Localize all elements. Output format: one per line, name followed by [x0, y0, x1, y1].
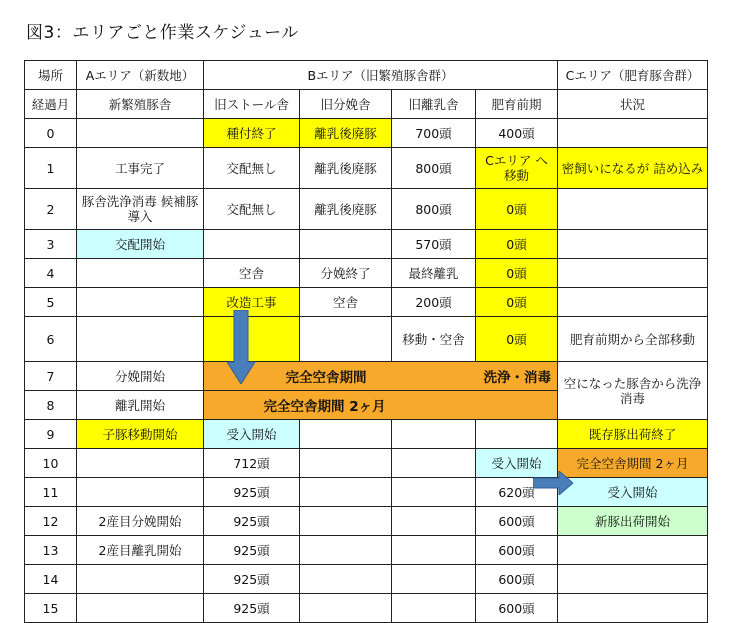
area-a-cell: [77, 259, 204, 288]
month-cell: 5: [25, 288, 77, 317]
area-a-cell: [77, 478, 204, 507]
month-cell: 6: [25, 317, 77, 362]
header-row-1: [25, 61, 708, 90]
fattening-cell: 0頭: [476, 288, 558, 317]
month-cell: 15: [25, 594, 77, 623]
area-a-cell: [77, 449, 204, 478]
area-a-cell: 豚舎洗浄消毒 候補豚導入: [77, 189, 204, 230]
old-farrowing-cell: [300, 507, 392, 536]
month-cell: 0: [25, 119, 77, 148]
fattening-cell: 620頭: [476, 478, 558, 507]
old-farrowing-cell: [300, 565, 392, 594]
old-farrowing-cell: [300, 317, 392, 362]
fattening-cell: 600頭: [476, 536, 558, 565]
wash-disinfect-label: 洗浄・消毒: [483, 370, 552, 386]
table-row: [25, 565, 708, 594]
old-stall-cell: 925頭: [204, 594, 300, 623]
header-row-2: [25, 90, 708, 119]
status-cell: 空になった豚舎から洗浄消毒: [558, 362, 708, 420]
status-cell: [558, 189, 708, 230]
fattening-cell: 0頭: [476, 230, 558, 259]
month-cell: 13: [25, 536, 77, 565]
old-weaning-cell: [392, 536, 476, 565]
fattening-cell: 0頭: [476, 189, 558, 230]
header-old-stall: 旧ストール舎: [204, 90, 300, 119]
fattening-cell: [476, 420, 558, 449]
old-weaning-cell: 200頭: [392, 288, 476, 317]
status-cell: [558, 259, 708, 288]
area-a-cell: 分娩開始: [77, 362, 204, 391]
old-stall-cell: [204, 230, 300, 259]
fattening-cell: 600頭: [476, 565, 558, 594]
month-cell: 9: [25, 420, 77, 449]
area-a-cell: 2産目離乳開始: [77, 536, 204, 565]
area-a-cell: 2産目分娩開始: [77, 507, 204, 536]
fattening-cell: Cエリア へ移動: [476, 148, 558, 189]
table-row: [25, 148, 708, 189]
fattening-cell: 0頭: [476, 259, 558, 288]
area-a-cell: [77, 119, 204, 148]
old-stall-cell: 種付終了: [204, 119, 300, 148]
status-cell: [558, 565, 708, 594]
month-cell: 11: [25, 478, 77, 507]
old-stall-cell: 925頭: [204, 536, 300, 565]
fattening-cell: 600頭: [476, 507, 558, 536]
old-farrowing-cell: 空舎: [300, 288, 392, 317]
fattening-cell: 600頭: [476, 594, 558, 623]
header-old-farrowing: 旧分娩舎: [300, 90, 392, 119]
header-month: 経過月: [25, 90, 77, 119]
old-stall-cell: 925頭: [204, 507, 300, 536]
old-weaning-cell: 移動・空舎: [392, 317, 476, 362]
table-row: [25, 420, 708, 449]
status-cell: [558, 536, 708, 565]
old-farrowing-cell: [300, 478, 392, 507]
old-weaning-cell: [392, 594, 476, 623]
status-cell: [558, 119, 708, 148]
table-row: [25, 478, 708, 507]
fattening-cell: 400頭: [476, 119, 558, 148]
old-stall-cell: 925頭: [204, 478, 300, 507]
area-a-cell: 工事完了: [77, 148, 204, 189]
table-row: [25, 317, 708, 362]
old-weaning-cell: [392, 449, 476, 478]
table-row: [25, 230, 708, 259]
month-cell: 2: [25, 189, 77, 230]
old-farrowing-cell: [300, 420, 392, 449]
status-cell: 肥育前期から全部移動: [558, 317, 708, 362]
old-stall-cell: 712頭: [204, 449, 300, 478]
old-farrowing-cell: [300, 230, 392, 259]
table-row: [25, 189, 708, 230]
old-weaning-cell: 800頭: [392, 148, 476, 189]
old-farrowing-cell: [300, 594, 392, 623]
old-farrowing-cell: 離乳後廃豚: [300, 189, 392, 230]
status-cell: 完全空舎期間 2ヶ月: [558, 449, 708, 478]
header-fattening-early: 肥育前期: [476, 90, 558, 119]
header-old-weaning: 旧離乳舎: [392, 90, 476, 119]
old-stall-cell: 交配無し: [204, 189, 300, 230]
old-weaning-cell: [392, 478, 476, 507]
old-farrowing-cell: [300, 449, 392, 478]
old-weaning-cell: 700頭: [392, 119, 476, 148]
old-stall-cell: 受入開始: [204, 420, 300, 449]
arrow-down-icon: [227, 310, 255, 384]
fattening-cell: 受入開始: [476, 449, 558, 478]
old-weaning-cell: [392, 507, 476, 536]
area-a-cell: [77, 317, 204, 362]
old-farrowing-cell: [300, 536, 392, 565]
old-weaning-cell: 800頭: [392, 189, 476, 230]
old-stall-cell: 空舎: [204, 259, 300, 288]
old-farrowing-cell: 離乳後廃豚: [300, 119, 392, 148]
month-cell: 12: [25, 507, 77, 536]
old-farrowing-cell: 離乳後廃豚: [300, 148, 392, 189]
status-cell: 密飼いになるが 詰め込み: [558, 148, 708, 189]
empty-period-label: 完全空舎期間: [285, 370, 367, 386]
area-a-cell: [77, 565, 204, 594]
month-cell: 7: [25, 362, 77, 391]
table-row: [25, 288, 708, 317]
month-cell: 14: [25, 565, 77, 594]
month-cell: 3: [25, 230, 77, 259]
old-farrowing-cell: 分娩終了: [300, 259, 392, 288]
status-cell: 既存豚出荷終了: [558, 420, 708, 449]
table-row: [25, 507, 708, 536]
table-row: [25, 536, 708, 565]
area-a-cell: 交配開始: [77, 230, 204, 259]
table-row: [25, 259, 708, 288]
old-weaning-cell: 570頭: [392, 230, 476, 259]
month-cell: 8: [25, 391, 77, 420]
schedule-table: [24, 60, 708, 623]
arrow-right-icon: [533, 471, 573, 495]
header-area-c: Cエリア（肥育豚舎群）: [558, 61, 708, 90]
area-a-cell: 離乳開始: [77, 391, 204, 420]
area-a-cell: [77, 288, 204, 317]
status-cell: [558, 288, 708, 317]
month-cell: 1: [25, 148, 77, 189]
old-stall-cell: 改造工事: [204, 288, 300, 317]
table-row: [25, 594, 708, 623]
old-stall-cell: 交配無し: [204, 148, 300, 189]
status-cell: 受入開始: [558, 478, 708, 507]
old-stall-cell: 925頭: [204, 565, 300, 594]
old-weaning-cell: [392, 420, 476, 449]
area-a-cell: [77, 594, 204, 623]
status-cell: 新豚出荷開始: [558, 507, 708, 536]
header-new-breeding: 新繁殖豚舎: [77, 90, 204, 119]
old-weaning-cell: 最終離乳: [392, 259, 476, 288]
old-weaning-cell: [392, 565, 476, 594]
header-status: 状況: [558, 90, 708, 119]
header-area-a: Aエリア（新数地）: [77, 61, 204, 90]
fattening-cell: 0頭: [476, 317, 558, 362]
month-cell: 4: [25, 259, 77, 288]
header-location: 場所: [25, 61, 77, 90]
header-area-b: Bエリア（旧繁殖豚舎群）: [204, 61, 558, 90]
status-cell: [558, 594, 708, 623]
month-cell: 10: [25, 449, 77, 478]
area-a-cell: 子豚移動開始: [77, 420, 204, 449]
table-row: [25, 449, 708, 478]
page-title: 図3：エリアごと作業スケジュール: [26, 23, 299, 43]
empty-period-2month-label: 完全空舎期間 2ヶ月: [263, 399, 386, 415]
status-cell: [558, 230, 708, 259]
table-row: [25, 119, 708, 148]
